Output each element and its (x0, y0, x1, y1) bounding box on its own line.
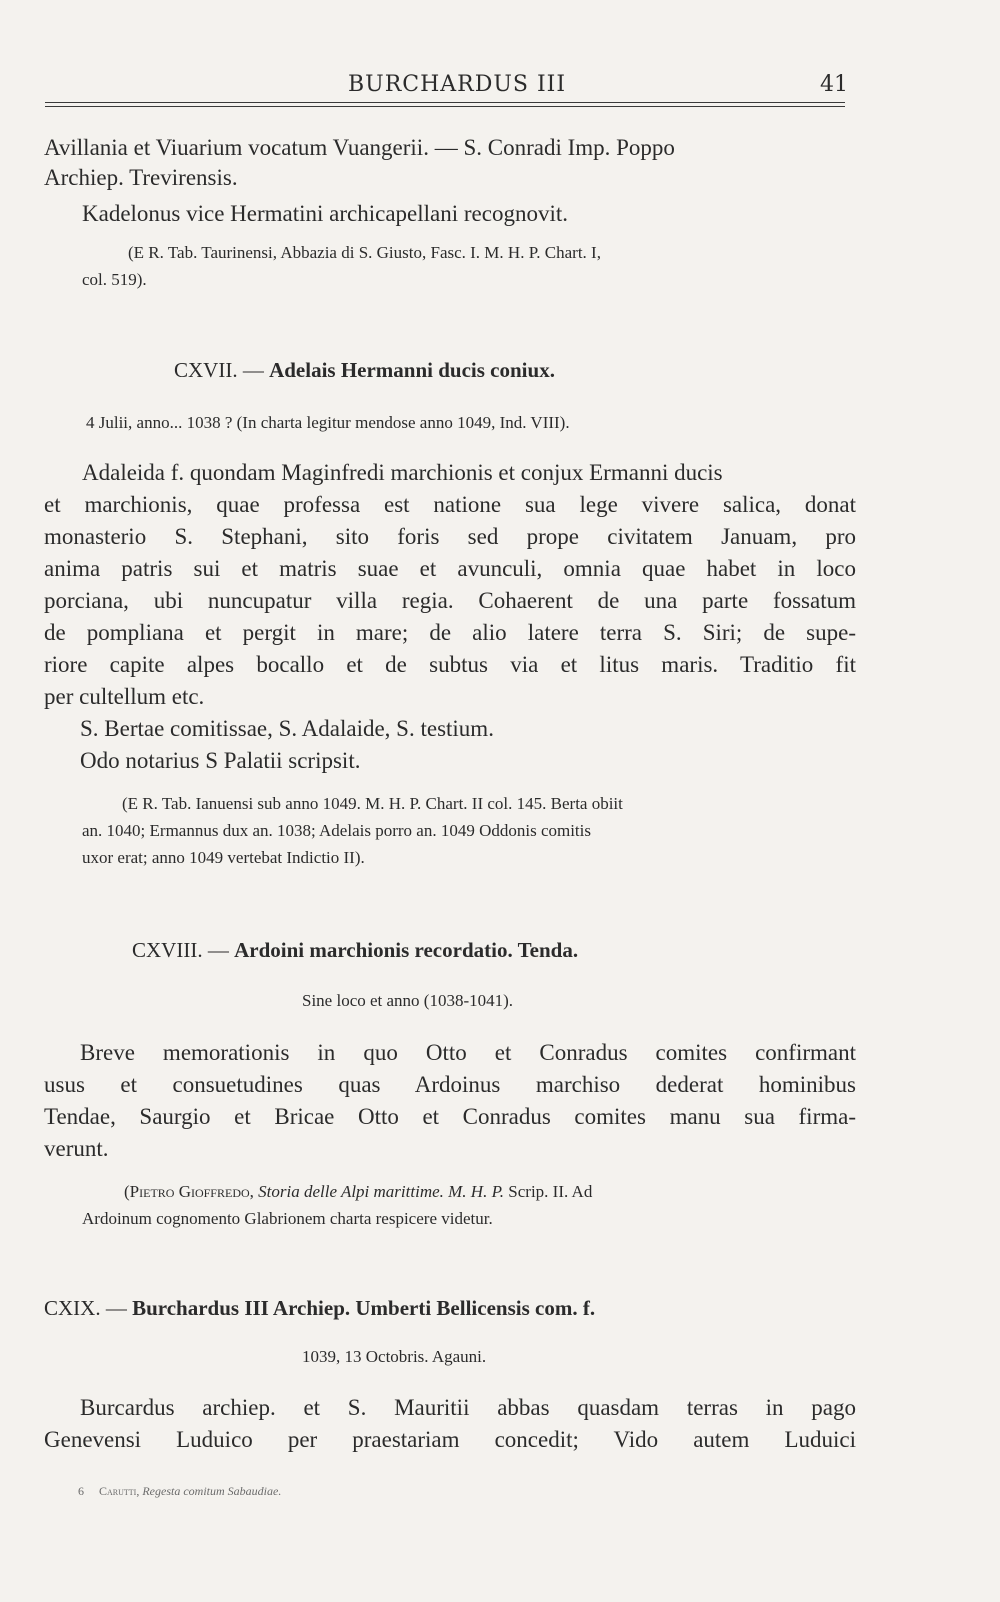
source-citation: an. 1040; Ermannus dux an. 1038; Adelais porro an. 1049 Oddonis comitis (82, 821, 591, 840)
footnote-mark: 6 (78, 1484, 84, 1498)
source-citation: Ardoinum cognomento Glabrionem charta respicere videtur. (82, 1209, 493, 1228)
heading-dash: — (242, 358, 264, 382)
body-line: de pompliana et pergit in mare; de alio latere terra S. Siri; de supe- (44, 620, 856, 645)
body-line: Archiep. Trevirensis. (44, 165, 238, 190)
body-line: verunt. (44, 1136, 109, 1161)
running-header-title: BURCHARDUS III (348, 72, 567, 97)
body-line: per cultellum etc. (44, 684, 205, 709)
body-line: S. Bertae comitissae, S. Adalaide, S. testium. (80, 716, 494, 741)
body-line: monasterio S. Stephani, sito foris sed prope civitatem Januam, pro (44, 524, 856, 549)
entry-number: CXVII. (174, 358, 238, 382)
source-citation: col. 519). (82, 270, 147, 289)
body-line: anima patris sui et matris suae et avunculi, omnia quae habet in loco (44, 556, 856, 581)
entry-title: Burchardus III Archiep. Umberti Bellicensis com. f. (132, 1296, 596, 1320)
footnote-author: Carutti, (99, 1484, 140, 1498)
page-number: 41 (820, 72, 848, 97)
entry-date: 1039, 13 Octobris. Agauni. (302, 1347, 487, 1366)
entry-title: Adelais Hermanni ducis coniux. (269, 358, 555, 382)
source-rest: Scrip. II. Ad (508, 1182, 593, 1201)
entry-heading (132, 938, 578, 963)
source-citation: (E R. Tab. Ianuensi sub anno 1049. M. H. P. Chart. II col. 145. Berta obiit (122, 794, 623, 813)
body-line: Tendae, Saurgio et Bricae Otto et Conradus comites manu sua firma- (44, 1104, 856, 1129)
heading-dash: — (207, 938, 229, 962)
header-rule-top (45, 102, 845, 103)
body-line: Kadelonus vice Hermatini archicapellani recognovit. (82, 201, 568, 226)
body-line: Breve memorationis in quo Otto et Conradus comites confirmant (80, 1040, 856, 1065)
source-citation: uxor erat; anno 1049 vertebat Indictio II). (82, 848, 365, 867)
footnote (78, 1484, 281, 1499)
body-line: Adaleida f. quondam Maginfredi marchionis et conjux Ermanni ducis (82, 460, 723, 485)
body-line: Genevensi Luduico per praestariam concedit; Vido autem Luduici (44, 1427, 856, 1452)
body-line: Avillania et Viuarium vocatum Vuangerii. — S. Conradi Imp. Poppo (44, 135, 675, 160)
source-citation (124, 1182, 592, 1202)
entry-date: 4 Julii, anno... 1038 ? (In charta legitur mendose anno 1049, Ind. VIII). (86, 413, 570, 432)
body-line: et marchionis, quae professa est natione sua lege vivere salica, donat (44, 492, 856, 517)
entry-title: Ardoini marchionis recordatio. Tenda. (234, 938, 579, 962)
source-author: (Pietro Gioffredo, (124, 1182, 254, 1201)
source-work: Storia delle Alpi marittime. M. H. P. (258, 1182, 505, 1201)
source-citation: (E R. Tab. Taurinensi, Abbazia di S. Giusto, Fasc. I. M. H. P. Chart. I, (128, 243, 601, 262)
entry-date: Sine loco et anno (1038-1041). (302, 991, 514, 1010)
body-line: riore capite alpes bocallo et de subtus via et litus maris. Traditio fit (44, 652, 856, 677)
entry-heading (44, 1296, 595, 1321)
entry-number: CXIX. (44, 1296, 101, 1320)
body-line: Odo notarius S Palatii scripsit. (80, 748, 361, 773)
body-line: usus et consuetudines quas Ardoinus marchiso dederat hominibus (44, 1072, 856, 1097)
heading-dash: — (105, 1296, 127, 1320)
entry-heading (174, 358, 555, 383)
body-line: porciana, ubi nuncupatur villa regia. Cohaerent de una parte fossatum (44, 588, 856, 613)
body-line: Burcardus archiep. et S. Mauritii abbas quasdam terras in pago (80, 1395, 856, 1420)
footnote-work: Regesta comitum Sabaudiae. (142, 1484, 282, 1498)
header-rule-bottom (45, 106, 845, 107)
entry-number: CXVIII. (132, 938, 203, 962)
